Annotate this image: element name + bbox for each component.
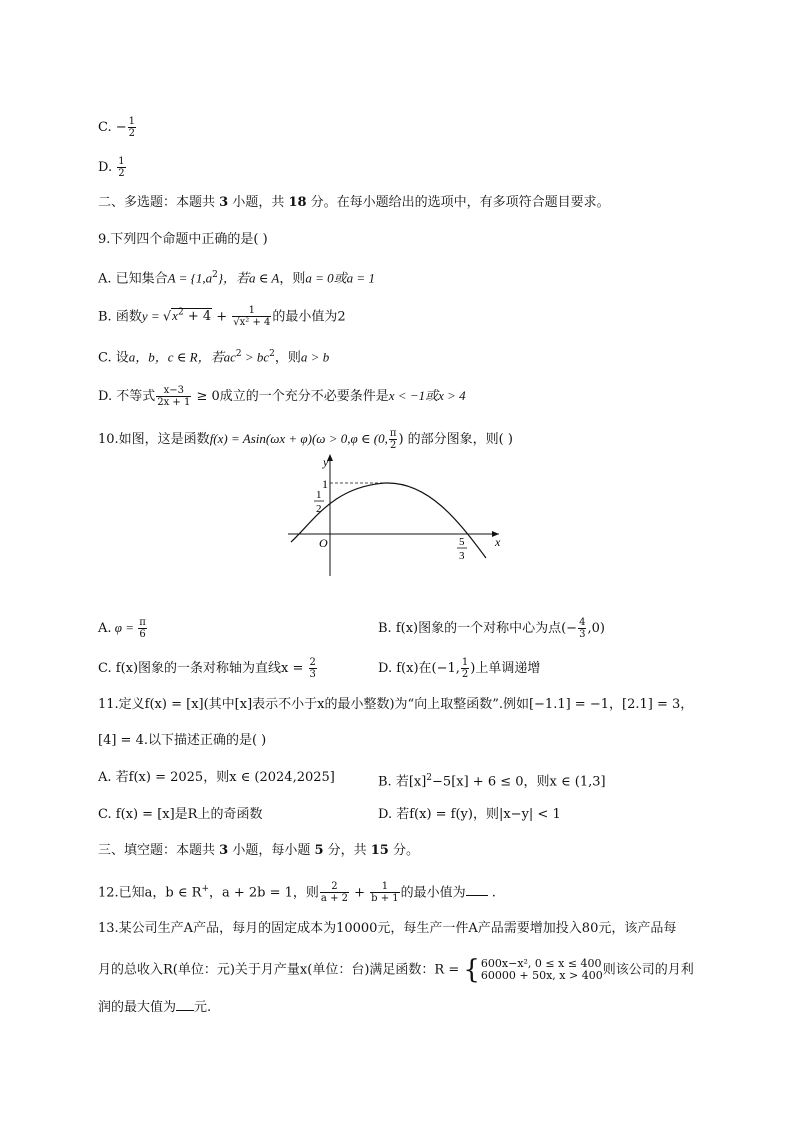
score: 5 [314,843,324,858]
denominator: 2 [118,168,125,179]
answer-blank[interactable] [176,998,194,1011]
heading-text: 分。 [388,843,419,858]
heading-text: 分，共 [323,843,371,858]
option-9c [98,345,329,367]
fraction [128,116,136,139]
option-label: B. [378,621,392,636]
option-text: 设 [111,350,129,366]
option-label: A. [98,621,112,636]
math: > bc [241,349,270,365]
brace-icon: { [463,955,480,985]
option-11d [378,806,561,824]
option-label: B. [98,309,112,325]
option-10c [98,657,318,680]
math: ac [223,349,236,365]
numerator: 1 [370,881,400,893]
option-10a [98,617,148,640]
option-text: f(x) = [x]是R上的奇函数 [111,807,263,822]
stem-text: 的最小值为 [400,885,466,901]
zero-numerator: 5 [459,536,465,548]
stem-text: 则该公司的月利 [602,962,694,978]
piecewise-function [463,955,603,985]
option-label: B. [378,774,392,790]
numerator: 4 [579,617,586,628]
numerator: x−3 [156,385,191,397]
fraction [389,428,398,451]
fraction [578,617,586,640]
heading-text: 小题，共 [228,195,289,210]
section-heading-multi [98,194,610,212]
option-text: ，则 [279,271,306,287]
option-text: ≥ 0成立的一个充分不必要条件是 [192,389,389,404]
superscript: 2 [177,308,184,318]
option-label: A. [98,770,112,785]
fraction [117,156,125,179]
option-9a [98,266,375,288]
superscript: 2 [212,270,218,280]
denominator: 3 [579,629,586,640]
question-count: 3 [219,195,229,210]
option-label: C. [98,807,112,822]
math: a ∈ A [249,270,280,286]
option-text: 函数 [111,309,142,325]
math: y = [141,308,163,324]
option-text: 的最小值为2 [272,309,346,325]
x-axis-label: x [495,535,501,549]
denominator: 2x + 1 [157,397,191,408]
heading-text: 三、填空题：本题共 [98,843,220,858]
sqrt-sign: √ [162,309,172,325]
option-text: 若f(x) = 2025，则x ∈ (2024,2025] [111,770,335,785]
denominator: √x² + 4 [233,317,271,329]
math: + [349,885,370,901]
fraction [232,305,271,328]
math: + [212,309,232,325]
option-10b [378,617,605,640]
math: a > b [300,349,330,365]
numerator: 1 [128,116,136,127]
answer-blank[interactable] [466,883,488,896]
numerator: 1 [232,305,271,317]
denominator: 2 [461,669,469,680]
case-row: 600x−x², 0 ≤ x ≤ 400 [480,957,602,970]
option-8c [98,116,137,139]
stem-text: . [487,885,496,901]
math: x < −1或x > 4 [388,388,466,403]
stem-text: 润的最大值为 [98,1000,177,1015]
fraction [370,881,400,904]
math: φ = [111,620,138,635]
math: + 4 [183,309,212,325]
fraction [309,657,317,680]
math: A = {1,a [167,270,213,286]
option-label: A. [98,271,112,287]
numerator: 1 [461,657,469,668]
score: 18 [288,195,307,210]
question-13-line1: 13.某公司生产A产品，每月的固定成本为10000元，每生产一件A产品需要增加投入80元，该产品每 [98,921,677,936]
stem-text: 月的总收入R(单位：元)关于月产量x(单位：台)满足函数：R = [98,962,464,978]
option-label: D. [98,160,113,175]
question-11-stem-line2: [4] = 4.以下描述正确的是( ) [98,733,267,748]
section-heading-fill [98,842,419,860]
denominator: 6 [139,629,146,640]
denominator: 2 [128,128,136,139]
peak-label: 1 [322,477,328,491]
numerator: π [139,617,146,628]
option-9b [98,304,346,328]
option-text: f(x)在(−1, [392,661,460,676]
case-row: 60000 + 50x, x > 400 [480,969,603,982]
math: x [172,308,178,324]
y-axis-label: y [323,455,329,469]
denominator: b + 1 [371,893,399,905]
stem-text: 12.已知a，b ∈ R [98,885,202,901]
option-label: C. [98,120,112,135]
option-label: C. [98,661,112,676]
stem-text: ) 的部分图象，则( ) [398,432,513,447]
option-10d [378,657,540,680]
superscript: 2 [269,349,275,359]
option-9d [98,385,466,408]
fraction [320,881,349,904]
option-11c [98,806,262,824]
option-text: 不等式 [112,389,156,404]
numerator: 2 [320,881,349,893]
stem-text: 10.如图，这是函数 [98,432,210,447]
question-count: 3 [219,843,229,858]
sine-graph [283,452,513,580]
option-11b [378,769,606,791]
superscript: + [201,884,209,894]
math: }，若 [217,270,250,286]
numerator: π [389,428,397,439]
math: f(x) = Asin(ωx + φ)(ω > 0,φ ∈ (0, [209,431,388,446]
option-label: D. [98,389,113,404]
option-text: ，则 [274,350,301,366]
question-12 [98,880,496,904]
superscript: 2 [426,773,433,783]
question-13-line3 [98,998,211,1017]
denominator: a + 2 [320,893,348,905]
math: a = 0或a = 1 [305,270,375,286]
sqrt-body [171,308,212,324]
stem-text: 元. [194,1000,212,1015]
option-label: D. [378,661,393,676]
fraction [138,617,147,640]
question-10-stem [98,428,513,451]
origin-label: O [319,536,328,550]
option-text: f(x)图象的一个对称中心为点(− [391,621,578,636]
math: a，b，c ∈ R，若 [128,349,224,365]
option-text: 若[x] [391,774,427,790]
question-13-line2 [98,955,694,985]
heading-text: 分。在每小题给出的选项中，有多项符合题目要求。 [306,195,610,210]
question-9-stem: 9.下列四个命题中正确的是( ) [98,232,268,247]
option-text: ,0) [587,621,605,636]
denominator: 3 [309,669,316,680]
fraction [461,657,469,680]
zero-denominator: 3 [459,550,465,562]
fraction [156,385,191,408]
option-text: −5[x] + 6 ≤ 0，则x ∈ (1,3] [432,774,606,790]
option-text: 若f(x) = f(y)，则|x−y| < 1 [392,807,561,822]
option-label: D. [378,807,393,822]
option-text: f(x)图象的一条对称轴为直线x = [111,661,308,676]
stem-text: ，a + 2b = 1，则 [208,885,319,901]
option-label: C. [98,350,112,366]
numerator: 1 [118,156,125,167]
superscript: 2 [235,349,242,359]
half-numerator: 1 [316,489,322,501]
score: 15 [370,843,389,858]
option-8d [98,156,127,179]
half-denominator: 2 [316,503,322,515]
option-11a [98,769,335,787]
denominator: 2 [389,440,397,451]
heading-text: 二、多选题：本题共 [98,195,220,210]
minus-sign: − [115,120,127,135]
numerator: 2 [309,657,316,668]
option-text: )上单调递增 [470,661,541,676]
heading-text: 小题，每小题 [228,843,315,858]
question-11-stem-line1: 11.定义f(x) = [x](其中[x]表示不小于x的最小整数)为“向上取整函数”.例如[−1.1] = −1，[2.1] = 3， [98,697,694,712]
option-text: 已知集合 [111,271,168,287]
